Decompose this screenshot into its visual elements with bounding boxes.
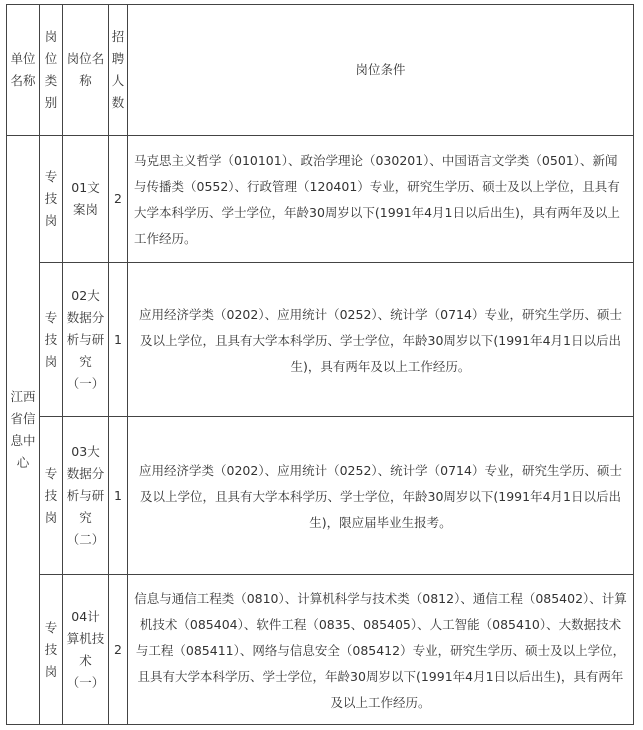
category-cell: 专技岗 — [40, 417, 63, 575]
header-position: 岗位名称 — [63, 5, 109, 136]
position-cell: 04计算机技术（一） — [63, 575, 109, 725]
count-cell: 1 — [109, 263, 128, 417]
table-row — [7, 136, 634, 263]
category-cell: 专技岗 — [40, 263, 63, 417]
header-conditions: 岗位条件 — [128, 5, 634, 136]
conditions-cell: 马克思主义哲学（010101）、政治学理论（030201）、中国语言文学类（0501）、新闻与传播类（0552）、行政管理（120401）专业，研究生学历、硕士及以上学位，且具有大学本科学历、学士学位，年龄30周岁以下(1991年4月1日以后出生)，具有两年及以上工作经历。 — [128, 136, 634, 263]
position-cell: 02大数据分析与研究（一） — [63, 263, 109, 417]
table-row — [7, 575, 634, 725]
table-row — [7, 417, 634, 575]
table-row — [7, 263, 634, 417]
unit-name-cell: 江西省信息中心 — [7, 136, 40, 725]
header-count: 招聘人数 — [109, 5, 128, 136]
position-cell: 03大数据分析与研究（二） — [63, 417, 109, 575]
conditions-cell: 信息与通信工程类（0810）、计算机科学与技术类（0812）、通信工程（085402）、计算机技术（085404）、软件工程（0835、085405）、人工智能（085410）、大数据技术与工程（085411）、网络与信息安全（085412）专业，研究生学历、硕士及以上学位，且具有大学本科学历、学士学位，年龄30周岁以下(1991年4月1日以后出生)，具有两年及以上工作经历。 — [128, 575, 634, 725]
conditions-cell: 应用经济学类（0202）、应用统计（0252）、统计学（0714）专业，研究生学历、硕士及以上学位，且具有大学本科学历、学士学位，年龄30周岁以下(1991年4月1日以后出生)，具有两年及以上工作经历。 — [128, 263, 634, 417]
count-cell: 2 — [109, 136, 128, 263]
position-cell: 01文案岗 — [63, 136, 109, 263]
recruitment-table — [6, 4, 634, 725]
header-category: 岗位类别 — [40, 5, 63, 136]
category-cell: 专技岗 — [40, 136, 63, 263]
count-cell: 1 — [109, 417, 128, 575]
header-row — [7, 5, 634, 136]
conditions-cell: 应用经济学类（0202）、应用统计（0252）、统计学（0714）专业，研究生学历、硕士及以上学位，且具有大学本科学历、学士学位，年龄30周岁以下(1991年4月1日以后出生)，限应届毕业生报考。 — [128, 417, 634, 575]
category-cell: 专技岗 — [40, 575, 63, 725]
count-cell: 2 — [109, 575, 128, 725]
header-unit: 单位名称 — [7, 5, 40, 136]
